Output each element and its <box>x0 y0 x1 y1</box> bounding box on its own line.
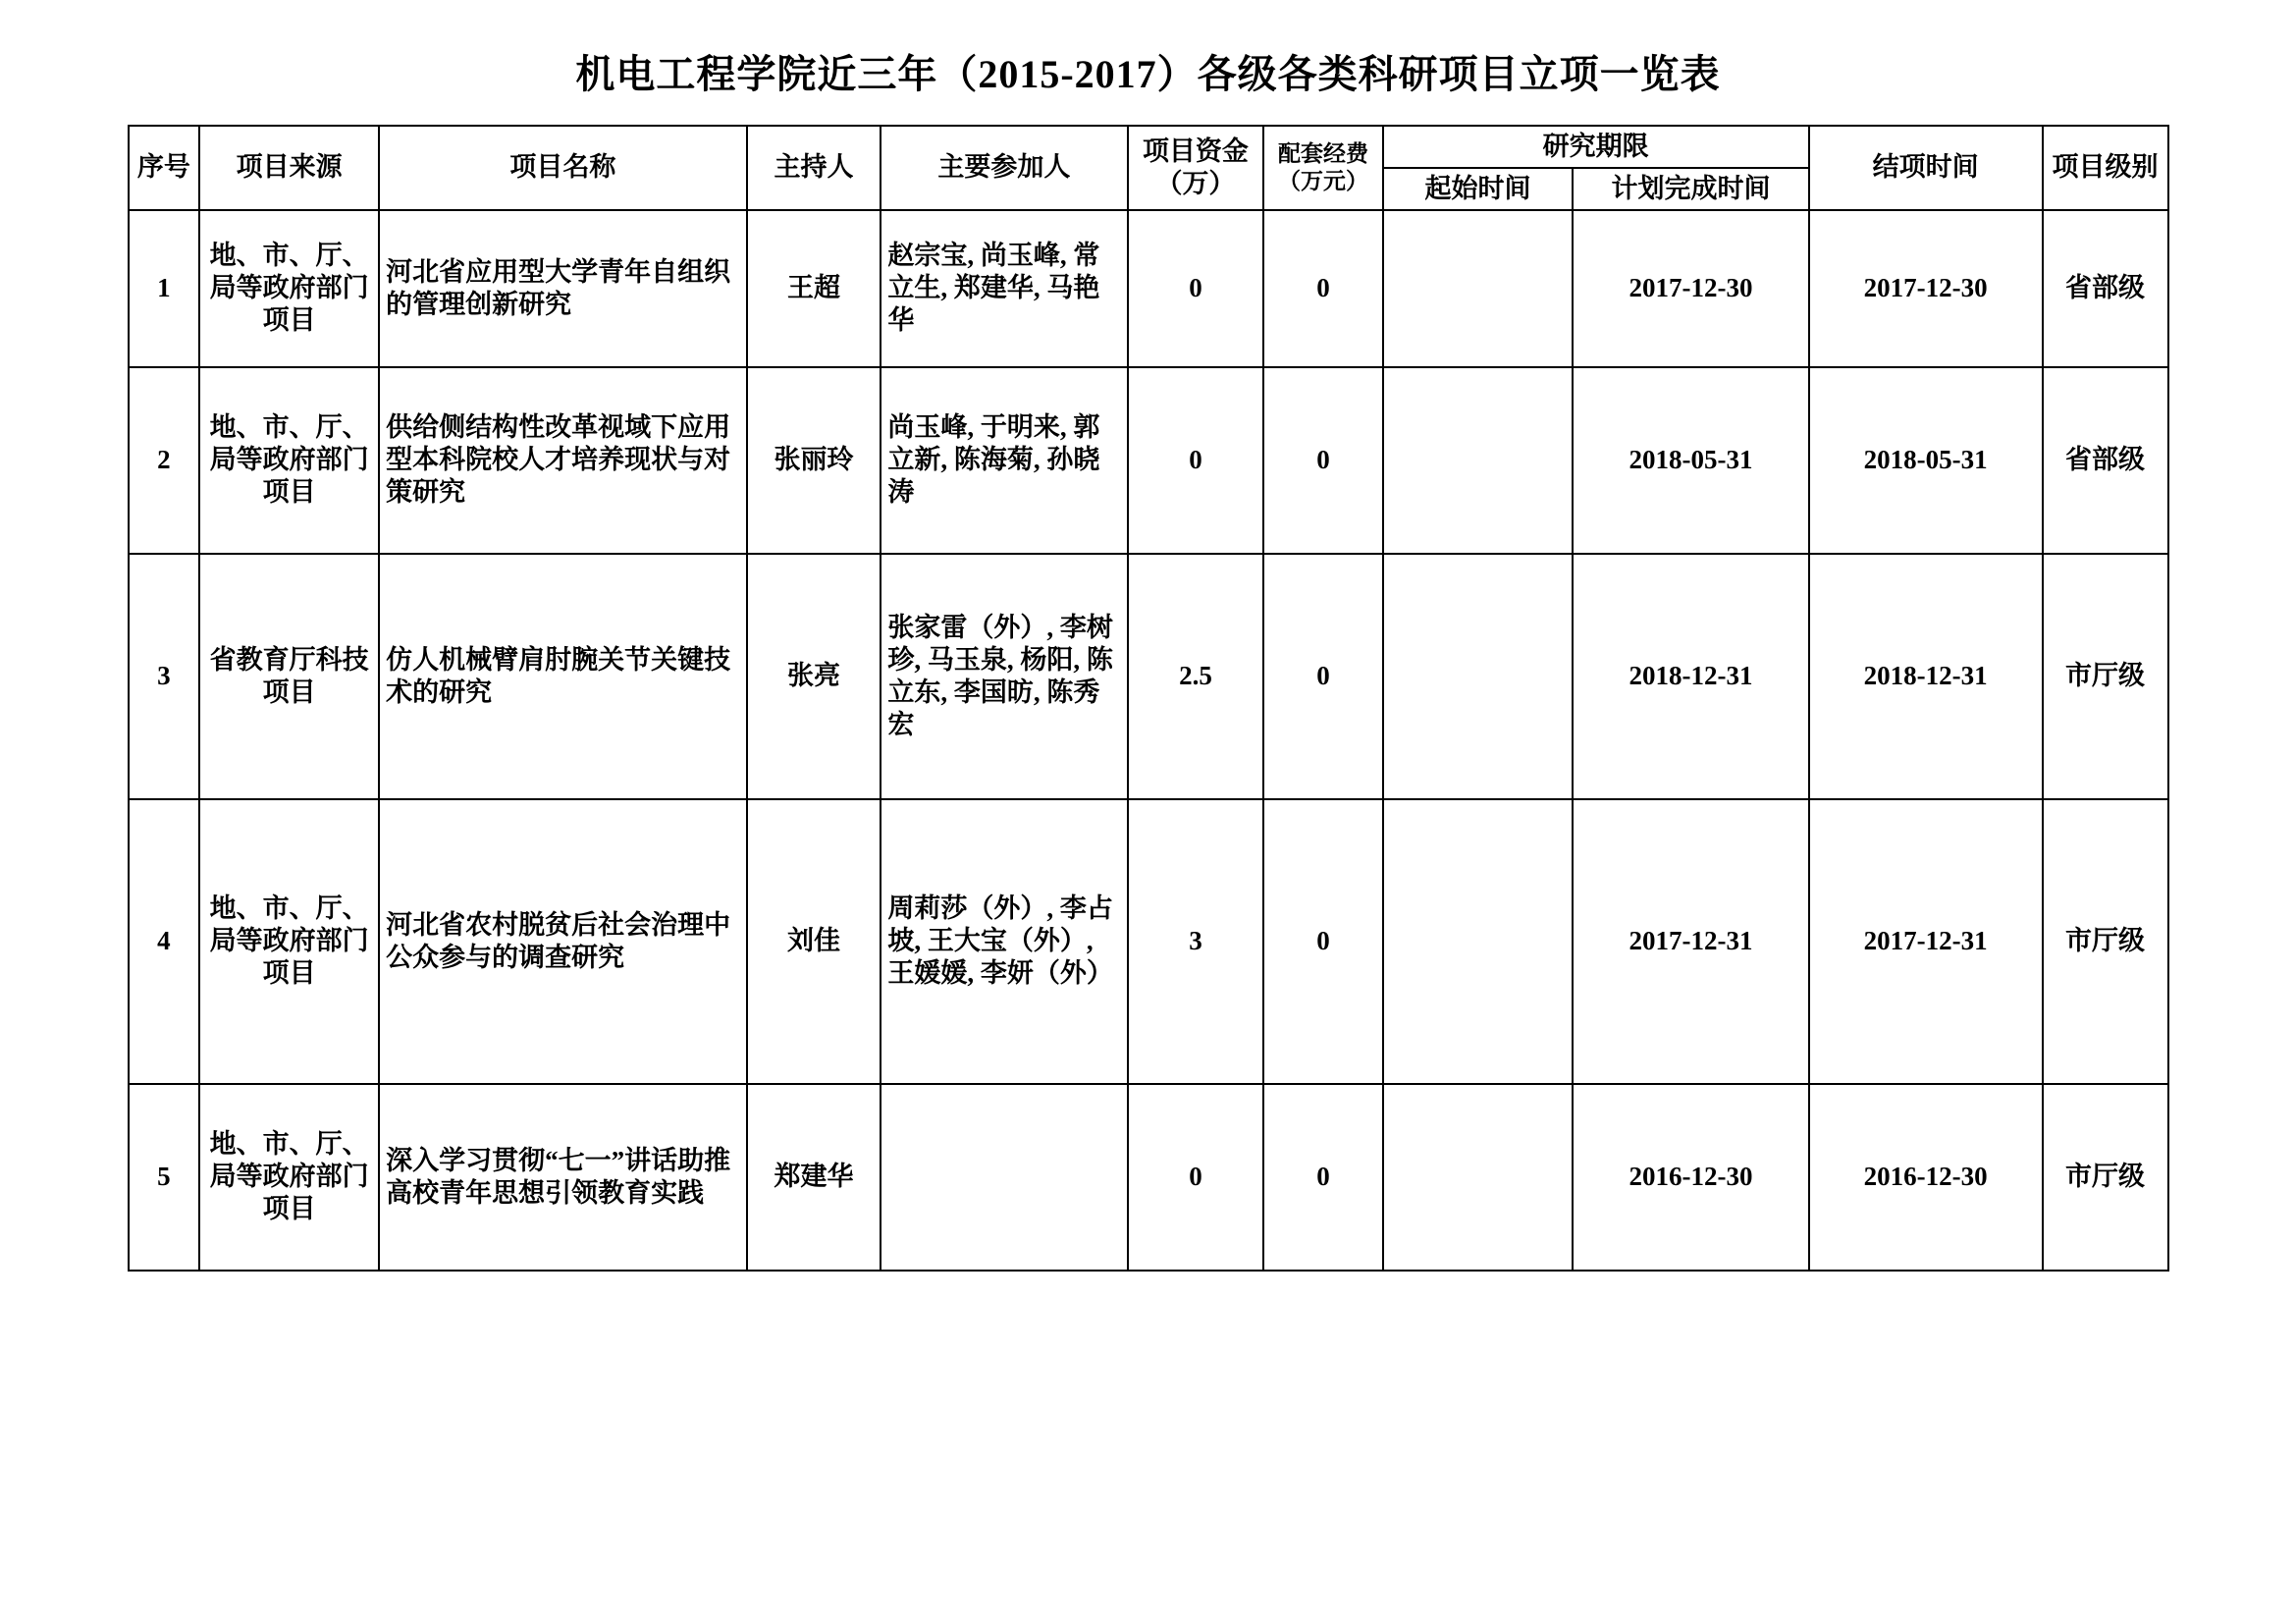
cell-start <box>1383 554 1574 799</box>
cell-name: 深入学习贯彻“七一”讲话助推高校青年思想引领教育实践 <box>379 1084 747 1271</box>
cell-participants: 赵宗宝, 尚玉峰, 常立生, 郑建华, 马艳华 <box>881 210 1127 367</box>
cell-matching: 0 <box>1263 367 1382 554</box>
cell-seq: 4 <box>129 799 200 1084</box>
cell-funding: 0 <box>1128 1084 1264 1271</box>
cell-source: 省教育厅科技项目 <box>199 554 379 799</box>
header-name: 项目名称 <box>379 126 747 210</box>
cell-participants: 周莉莎（外）, 李占坡, 王大宝（外）, 王媛媛, 李妍（外） <box>881 799 1127 1084</box>
header-funding: 项目资金（万） <box>1128 126 1264 210</box>
cell-level: 市厅级 <box>2043 554 2168 799</box>
table-row <box>129 367 2168 554</box>
cell-finish: 2017-12-30 <box>1809 210 2043 367</box>
cell-funding: 0 <box>1128 210 1264 367</box>
cell-plan-end: 2017-12-31 <box>1573 799 1808 1084</box>
cell-name: 河北省农村脱贫后社会治理中公众参与的调查研究 <box>379 799 747 1084</box>
cell-finish: 2018-12-31 <box>1809 554 2043 799</box>
cell-host: 张丽玲 <box>747 367 881 554</box>
cell-host: 郑建华 <box>747 1084 881 1271</box>
cell-finish: 2017-12-31 <box>1809 799 2043 1084</box>
cell-matching: 0 <box>1263 1084 1382 1271</box>
cell-name: 供给侧结构性改革视域下应用型本科院校人才培养现状与对策研究 <box>379 367 747 554</box>
cell-host: 张亮 <box>747 554 881 799</box>
header-period: 研究期限 <box>1383 126 1809 168</box>
cell-host: 刘佳 <box>747 799 881 1084</box>
cell-seq: 1 <box>129 210 200 367</box>
header-plan-end: 计划完成时间 <box>1573 168 1808 210</box>
cell-level: 市厅级 <box>2043 799 2168 1084</box>
table-row <box>129 210 2168 367</box>
header-source: 项目来源 <box>199 126 379 210</box>
projects-table <box>128 125 2169 1272</box>
cell-name: 仿人机械臂肩肘腕关节关键技术的研究 <box>379 554 747 799</box>
cell-matching: 0 <box>1263 799 1382 1084</box>
header-participants: 主要参加人 <box>881 126 1127 210</box>
header-level: 项目级别 <box>2043 126 2168 210</box>
cell-host: 王超 <box>747 210 881 367</box>
cell-name: 河北省应用型大学青年自组织的管理创新研究 <box>379 210 747 367</box>
cell-source: 地、市、厅、局等政府部门项目 <box>199 1084 379 1271</box>
cell-seq: 2 <box>129 367 200 554</box>
cell-matching: 0 <box>1263 210 1382 367</box>
cell-start <box>1383 799 1574 1084</box>
cell-level: 省部级 <box>2043 367 2168 554</box>
cell-source: 地、市、厅、局等政府部门项目 <box>199 799 379 1084</box>
cell-finish: 2018-05-31 <box>1809 367 2043 554</box>
page-title: 机电工程学院近三年（2015-2017）各级各类科研项目立项一览表 <box>575 52 1721 96</box>
table-row <box>129 799 2168 1084</box>
table-row <box>129 554 2168 799</box>
cell-funding: 3 <box>1128 799 1264 1084</box>
table-row <box>129 1084 2168 1271</box>
cell-funding: 2.5 <box>1128 554 1264 799</box>
cell-participants: 尚玉峰, 于明来, 郭立新, 陈海菊, 孙晓涛 <box>881 367 1127 554</box>
cell-start <box>1383 210 1574 367</box>
cell-start <box>1383 1084 1574 1271</box>
cell-level: 市厅级 <box>2043 1084 2168 1271</box>
table-body <box>129 210 2168 1271</box>
header-seq: 序号 <box>129 126 200 210</box>
cell-source: 地、市、厅、局等政府部门项目 <box>199 367 379 554</box>
cell-finish: 2016-12-30 <box>1809 1084 2043 1271</box>
cell-participants <box>881 1084 1127 1271</box>
table-header <box>129 126 2168 210</box>
cell-plan-end: 2018-12-31 <box>1573 554 1808 799</box>
cell-seq: 3 <box>129 554 200 799</box>
cell-source: 地、市、厅、局等政府部门项目 <box>199 210 379 367</box>
cell-matching: 0 <box>1263 554 1382 799</box>
header-start: 起始时间 <box>1383 168 1574 210</box>
cell-seq: 5 <box>129 1084 200 1271</box>
header-matching: 配套经费（万元） <box>1263 126 1382 210</box>
cell-participants: 张家雷（外）, 李树珍, 马玉泉, 杨阳, 陈立东, 李国昉, 陈秀宏 <box>881 554 1127 799</box>
cell-funding: 0 <box>1128 367 1264 554</box>
cell-plan-end: 2018-05-31 <box>1573 367 1808 554</box>
header-host: 主持人 <box>747 126 881 210</box>
cell-level: 省部级 <box>2043 210 2168 367</box>
cell-start <box>1383 367 1574 554</box>
cell-plan-end: 2016-12-30 <box>1573 1084 1808 1271</box>
header-finish: 结项时间 <box>1809 126 2043 210</box>
cell-plan-end: 2017-12-30 <box>1573 210 1808 367</box>
header-row-1 <box>129 126 2168 168</box>
